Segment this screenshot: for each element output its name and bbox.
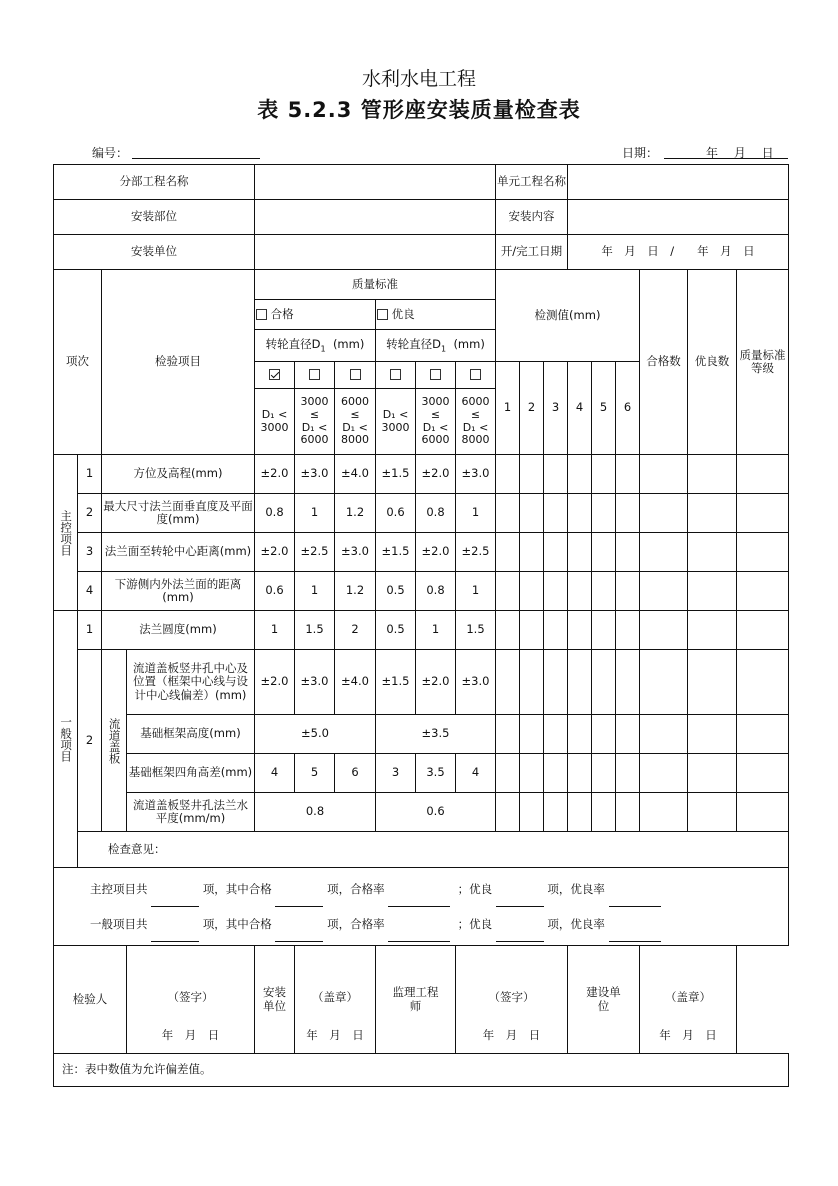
measure-cell[interactable]: [496, 572, 520, 611]
excellent-text: ；优良: [457, 916, 493, 931]
range-line: ≤: [430, 407, 441, 421]
std-value: 3.5: [416, 754, 456, 793]
excellent-count-cell[interactable]: [688, 754, 737, 793]
supervisor-sign-cell[interactable]: [456, 946, 568, 1054]
row-item-name: 基础框架高度(mm): [127, 715, 255, 754]
std-value: ±2.0: [255, 533, 295, 572]
measure-cell[interactable]: [520, 793, 544, 832]
excellent-option-label: 优良: [391, 306, 415, 321]
measure-cell[interactable]: [520, 715, 544, 754]
excellent-rate-text: 项，优良率: [547, 916, 605, 931]
std-value: 1: [295, 494, 335, 533]
general-items-total-field[interactable]: [151, 929, 199, 942]
pass-count-cell[interactable]: [640, 715, 688, 754]
sub-project-label: 分部工程名称: [54, 165, 255, 200]
measure-cell[interactable]: [544, 494, 568, 533]
range-header: [295, 389, 335, 455]
opinion-label: 检查意见：: [78, 832, 789, 868]
excellent-count-cell[interactable]: [688, 611, 737, 650]
std-value: 1.5: [295, 611, 335, 650]
main-items-pass-field[interactable]: [275, 894, 323, 907]
measure-cell[interactable]: [568, 533, 592, 572]
grade-cell[interactable]: [737, 754, 789, 793]
range-line: ≤: [309, 407, 320, 421]
stamp-date: 年 月 日: [659, 1027, 717, 1042]
range-line: ≤: [470, 407, 481, 421]
measure-cell[interactable]: [496, 533, 520, 572]
install-unit-sign-label: 安装单位: [255, 946, 295, 1054]
grade-cell[interactable]: [737, 611, 789, 650]
owner-unit-label: 建设单位: [568, 946, 640, 1054]
range-checkbox-cell[interactable]: [376, 362, 416, 389]
sub-project-value[interactable]: [255, 165, 496, 200]
excellent-text: ；优良: [457, 881, 493, 896]
range-line: 6000: [341, 395, 369, 409]
runner-diam-sub: 1: [441, 344, 447, 354]
std-value: 6: [335, 754, 376, 793]
measured-header: 检测值(mm): [496, 270, 640, 362]
std-value: 1.5: [456, 611, 496, 650]
range-checkbox-cell[interactable]: [416, 362, 456, 389]
measure-cell[interactable]: [568, 455, 592, 494]
measure-cell[interactable]: [520, 533, 544, 572]
general-excellent-rate-field[interactable]: [609, 929, 661, 942]
runner-diam-text: 转轮直径D: [265, 336, 321, 351]
group-channel: 流道盖板: [102, 650, 127, 832]
std-value: 4: [456, 754, 496, 793]
general-items-summary: [90, 907, 787, 942]
sign-date: 年 月 日: [482, 1027, 541, 1042]
std-value: ±2.0: [416, 533, 456, 572]
std-value: 0.8: [255, 494, 295, 533]
pass-count-cell[interactable]: [640, 572, 688, 611]
item-no-header: 项次: [54, 270, 102, 455]
measure-cell[interactable]: [496, 793, 520, 832]
std-value: 4: [255, 754, 295, 793]
std-value: 0.6: [376, 494, 416, 533]
range-line: 6000: [461, 395, 490, 409]
measure-cell[interactable]: [544, 572, 568, 611]
pass-count-cell[interactable]: [640, 494, 688, 533]
measure-cell[interactable]: [544, 715, 568, 754]
excellent-checkbox[interactable]: [377, 309, 388, 320]
start-end-label: 开/完工日期: [496, 235, 568, 270]
measure-cell[interactable]: [592, 533, 616, 572]
measure-cell[interactable]: [544, 793, 568, 832]
measure-col: 5: [592, 362, 616, 455]
measure-cell[interactable]: [568, 793, 592, 832]
range-line: ≤: [350, 407, 360, 421]
measure-cell[interactable]: [616, 494, 640, 533]
measure-cell[interactable]: [544, 533, 568, 572]
measure-cell[interactable]: [520, 494, 544, 533]
measure-cell[interactable]: [496, 650, 520, 715]
runner-diam-unit: (mm): [453, 336, 485, 351]
excellent-count-cell[interactable]: [688, 715, 737, 754]
group-general: 一般项目: [54, 611, 78, 868]
std-value: ±3.0: [456, 455, 496, 494]
install-content-value[interactable]: [568, 200, 789, 235]
runner-diam-sub: 1: [320, 344, 326, 354]
std-value: 1: [456, 494, 496, 533]
std-value: ±2.5: [295, 533, 335, 572]
excellent-count-cell[interactable]: [688, 650, 737, 715]
measure-col: 3: [544, 362, 568, 455]
measure-cell[interactable]: [616, 793, 640, 832]
install-unit-label: 安装单位: [54, 235, 255, 270]
std-value: 1: [456, 572, 496, 611]
sign-text: （签字）: [488, 989, 535, 1004]
std-value: ±3.0: [456, 650, 496, 715]
pass-count-header: 合格数: [640, 270, 688, 455]
measure-cell[interactable]: [616, 572, 640, 611]
measure-cell[interactable]: [568, 650, 592, 715]
owner-stamp-cell[interactable]: [640, 946, 737, 1054]
pass-count-cell[interactable]: [640, 611, 688, 650]
std-value: 1.2: [335, 494, 376, 533]
measure-cell[interactable]: [568, 572, 592, 611]
install-unit-value[interactable]: [255, 235, 496, 270]
measure-cell[interactable]: [568, 754, 592, 793]
row-no: 1: [78, 611, 102, 650]
measure-cell[interactable]: [496, 754, 520, 793]
pass-count-cell[interactable]: [640, 533, 688, 572]
row-no: 2: [78, 494, 102, 533]
std-value: 0.5: [376, 572, 416, 611]
row-item-name: 方位及高程(mm): [102, 455, 255, 494]
measure-cell[interactable]: [520, 611, 544, 650]
range-line: 8000: [461, 433, 490, 447]
subtitle: 水利水电工程: [361, 68, 476, 90]
measure-col: 1: [496, 362, 520, 455]
measure-cell[interactable]: [592, 754, 616, 793]
measure-cell[interactable]: [592, 572, 616, 611]
measure-cell[interactable]: [544, 455, 568, 494]
items-pass-text: 项，其中合格: [202, 881, 272, 896]
range-line: 8000: [341, 433, 369, 447]
row-no: 2: [78, 650, 102, 832]
grade-cell[interactable]: [737, 572, 789, 611]
std-value: ±1.5: [376, 455, 416, 494]
pass-checkbox[interactable]: [256, 309, 267, 320]
range-line: D₁ <: [301, 420, 328, 434]
range-line: 3000: [381, 420, 410, 434]
grade-cell[interactable]: [737, 533, 789, 572]
start-end-value[interactable]: 年 月 日 / 年 月 日: [568, 235, 789, 270]
measure-col: 6: [616, 362, 640, 455]
number-field[interactable]: [132, 158, 260, 159]
range-header: [335, 389, 376, 455]
install-location-value[interactable]: [255, 200, 496, 235]
pass-count-cell[interactable]: [640, 455, 688, 494]
range-checkbox[interactable]: [430, 369, 441, 380]
pass-option[interactable]: [255, 300, 376, 330]
std-value: ±3.0: [295, 455, 335, 494]
std-value: ±2.0: [416, 455, 456, 494]
stamp-date: 年 月 日: [306, 1027, 364, 1042]
row-no: 1: [78, 455, 102, 494]
measure-cell[interactable]: [592, 650, 616, 715]
date-value: 年 月 日: [706, 146, 774, 160]
excellent-count-cell[interactable]: [688, 572, 737, 611]
stamp-text: （盖章）: [312, 989, 358, 1004]
main-items-total-field[interactable]: [151, 894, 199, 907]
general-items-pass-field[interactable]: [275, 929, 323, 942]
sign-date: 年 月 日: [161, 1027, 220, 1042]
measure-cell[interactable]: [544, 650, 568, 715]
range-header: [416, 389, 456, 455]
range-checkbox-cell[interactable]: [335, 362, 376, 389]
grade-cell[interactable]: [737, 494, 789, 533]
measure-cell[interactable]: [616, 533, 640, 572]
page-title: 表 5.2.3 管形座安装质量检查表: [257, 98, 581, 122]
grade-cell[interactable]: [737, 455, 789, 494]
inspector-sign-cell[interactable]: [127, 946, 255, 1054]
range-line: 3000: [260, 420, 289, 434]
table-note: 注：表中数值为允许偏差值。: [54, 1054, 789, 1087]
measure-cell[interactable]: [568, 611, 592, 650]
measure-cell[interactable]: [592, 793, 616, 832]
excellent-count-cell[interactable]: [688, 455, 737, 494]
std-value: ±1.5: [376, 650, 416, 715]
grade-cell[interactable]: [737, 715, 789, 754]
range-line: 6000: [300, 433, 329, 447]
std-value: 1: [416, 611, 456, 650]
measure-cell[interactable]: [616, 611, 640, 650]
std-value: ±2.5: [456, 533, 496, 572]
install-location-label: 安装部位: [54, 200, 255, 235]
measure-col: 4: [568, 362, 592, 455]
pass-count-cell[interactable]: [640, 793, 688, 832]
pass-count-cell[interactable]: [640, 754, 688, 793]
range-header: [456, 389, 496, 455]
range-header: [255, 389, 295, 455]
measure-cell[interactable]: [592, 494, 616, 533]
range-line: D₁ <: [462, 420, 489, 434]
opinion-body: [54, 868, 789, 946]
measure-cell[interactable]: [616, 715, 640, 754]
row-no: 4: [78, 572, 102, 611]
std-value: 0.5: [376, 611, 416, 650]
supervisor-label: 监理工程师: [376, 946, 456, 1054]
grade-header: 质量标准等级: [737, 270, 789, 455]
excellent-count-cell[interactable]: [688, 494, 737, 533]
check-item-header: 检验项目: [102, 270, 255, 455]
row-item-name: 基础框架四角高差(mm): [127, 754, 255, 793]
range-line: D₁ <: [342, 420, 368, 434]
range-header: [376, 389, 416, 455]
measure-cell[interactable]: [520, 455, 544, 494]
unit-project-label: 单元工程名称: [496, 165, 568, 200]
measure-cell[interactable]: [520, 572, 544, 611]
row-item-name: 法兰圆度(mm): [102, 611, 255, 650]
general-items-prefix: 一般项目共: [90, 916, 148, 931]
range-checkbox-cell[interactable]: [295, 362, 335, 389]
pass-count-cell[interactable]: [640, 650, 688, 715]
measure-cell[interactable]: [592, 455, 616, 494]
measure-cell[interactable]: [496, 455, 520, 494]
excellent-rate-text: 项，优良率: [547, 881, 605, 896]
std-value: ±4.0: [335, 650, 376, 715]
std-value: 0.8: [416, 494, 456, 533]
excellent-option[interactable]: [376, 300, 496, 330]
measure-cell[interactable]: [544, 754, 568, 793]
runner-diam-unit: (mm): [332, 336, 365, 351]
row-item-name: 下游侧内外法兰面的距离(mm): [102, 572, 255, 611]
std-value: 0.8: [416, 572, 456, 611]
stamp-text: （盖章）: [665, 989, 711, 1004]
excellent-count-cell[interactable]: [688, 793, 737, 832]
row-no: 3: [78, 533, 102, 572]
std-value: 3: [376, 754, 416, 793]
measure-col: 2: [520, 362, 544, 455]
range-checkbox-cell[interactable]: [255, 362, 295, 389]
std-value: 1: [255, 611, 295, 650]
std-value: ±5.0: [255, 715, 376, 754]
measure-cell[interactable]: [520, 754, 544, 793]
row-item-name: 流道盖板竖井孔中心及位置（框架中心线与设计中心线偏差）(mm): [127, 650, 255, 715]
std-value: 1.2: [335, 572, 376, 611]
std-value: ±3.5: [376, 715, 496, 754]
range-line: 3000: [300, 395, 329, 409]
measure-cell[interactable]: [496, 494, 520, 533]
range-checkbox[interactable]: [350, 369, 361, 380]
std-value: ±3.0: [295, 650, 335, 715]
runner-diam-header-pass: [255, 330, 376, 362]
items-rate-text: 项，合格率: [327, 881, 385, 896]
std-value: 2: [335, 611, 376, 650]
range-checkbox[interactable]: [390, 369, 401, 380]
row-item-name: 流道盖板竖井孔法兰水平度(mm/m): [127, 793, 255, 832]
runner-diam-header-excellent: [376, 330, 496, 362]
std-value: 0.6: [376, 793, 496, 832]
measure-cell[interactable]: [616, 455, 640, 494]
std-value: 1: [295, 572, 335, 611]
std-value: ±3.0: [335, 533, 376, 572]
std-value: ±2.0: [255, 455, 295, 494]
measure-cell[interactable]: [568, 715, 592, 754]
std-value: ±1.5: [376, 533, 416, 572]
range-line: 3000: [421, 395, 450, 409]
std-value: ±2.0: [416, 650, 456, 715]
range-checkbox[interactable]: [470, 369, 481, 380]
std-value: ±2.0: [255, 650, 295, 715]
pass-option-label: 合格: [270, 306, 294, 321]
range-line: D₁ <: [422, 420, 449, 434]
runner-diam-text: 转轮直径D: [386, 336, 442, 351]
general-pass-rate-field[interactable]: [388, 929, 450, 942]
measure-cell[interactable]: [496, 611, 520, 650]
row-item-name: 法兰面至转轮中心距离(mm): [102, 533, 255, 572]
std-value: 0.6: [255, 572, 295, 611]
sign-text: （签字）: [167, 989, 214, 1004]
date-label: 日期：: [622, 146, 659, 160]
std-value: ±4.0: [335, 455, 376, 494]
range-checkbox-cell[interactable]: [456, 362, 496, 389]
quality-standard-header: 质量标准: [255, 270, 496, 300]
range-line: D₁ <: [261, 407, 288, 421]
range-line: D₁ <: [382, 407, 409, 421]
items-pass-text: 项，其中合格: [202, 916, 272, 931]
inspection-table: [53, 164, 789, 1087]
range-checkbox-checked[interactable]: [269, 369, 280, 380]
measure-cell[interactable]: [568, 494, 592, 533]
main-pass-rate-field[interactable]: [388, 894, 450, 907]
measure-cell[interactable]: [592, 715, 616, 754]
main-excellent-rate-field[interactable]: [609, 894, 661, 907]
measure-cell[interactable]: [592, 611, 616, 650]
main-excellent-field[interactable]: [496, 894, 544, 907]
std-value: 5: [295, 754, 335, 793]
excellent-count-header: 优良数: [688, 270, 737, 455]
measure-cell[interactable]: [616, 650, 640, 715]
main-items-prefix: 主控项目共: [90, 881, 148, 896]
grade-cell[interactable]: [737, 793, 789, 832]
inspector-label: 检验人: [54, 946, 127, 1054]
range-checkbox[interactable]: [309, 369, 320, 380]
excellent-count-cell[interactable]: [688, 533, 737, 572]
measure-cell[interactable]: [616, 754, 640, 793]
measure-cell[interactable]: [544, 611, 568, 650]
number-label: 编号：: [92, 146, 129, 160]
unit-project-value[interactable]: [568, 165, 789, 200]
items-rate-text: 项，合格率: [327, 916, 385, 931]
install-content-label: 安装内容: [496, 200, 568, 235]
grade-cell[interactable]: [737, 650, 789, 715]
range-line: 6000: [421, 433, 450, 447]
row-item-name: 最大尺寸法兰面垂直度及平面度(mm): [102, 494, 255, 533]
std-value: 0.8: [255, 793, 376, 832]
group-main: 主控项目: [54, 455, 78, 611]
main-items-summary: [90, 872, 787, 907]
install-unit-stamp-cell[interactable]: [295, 946, 376, 1054]
measure-cell[interactable]: [496, 715, 520, 754]
general-excellent-field[interactable]: [496, 929, 544, 942]
measure-cell[interactable]: [520, 650, 544, 715]
